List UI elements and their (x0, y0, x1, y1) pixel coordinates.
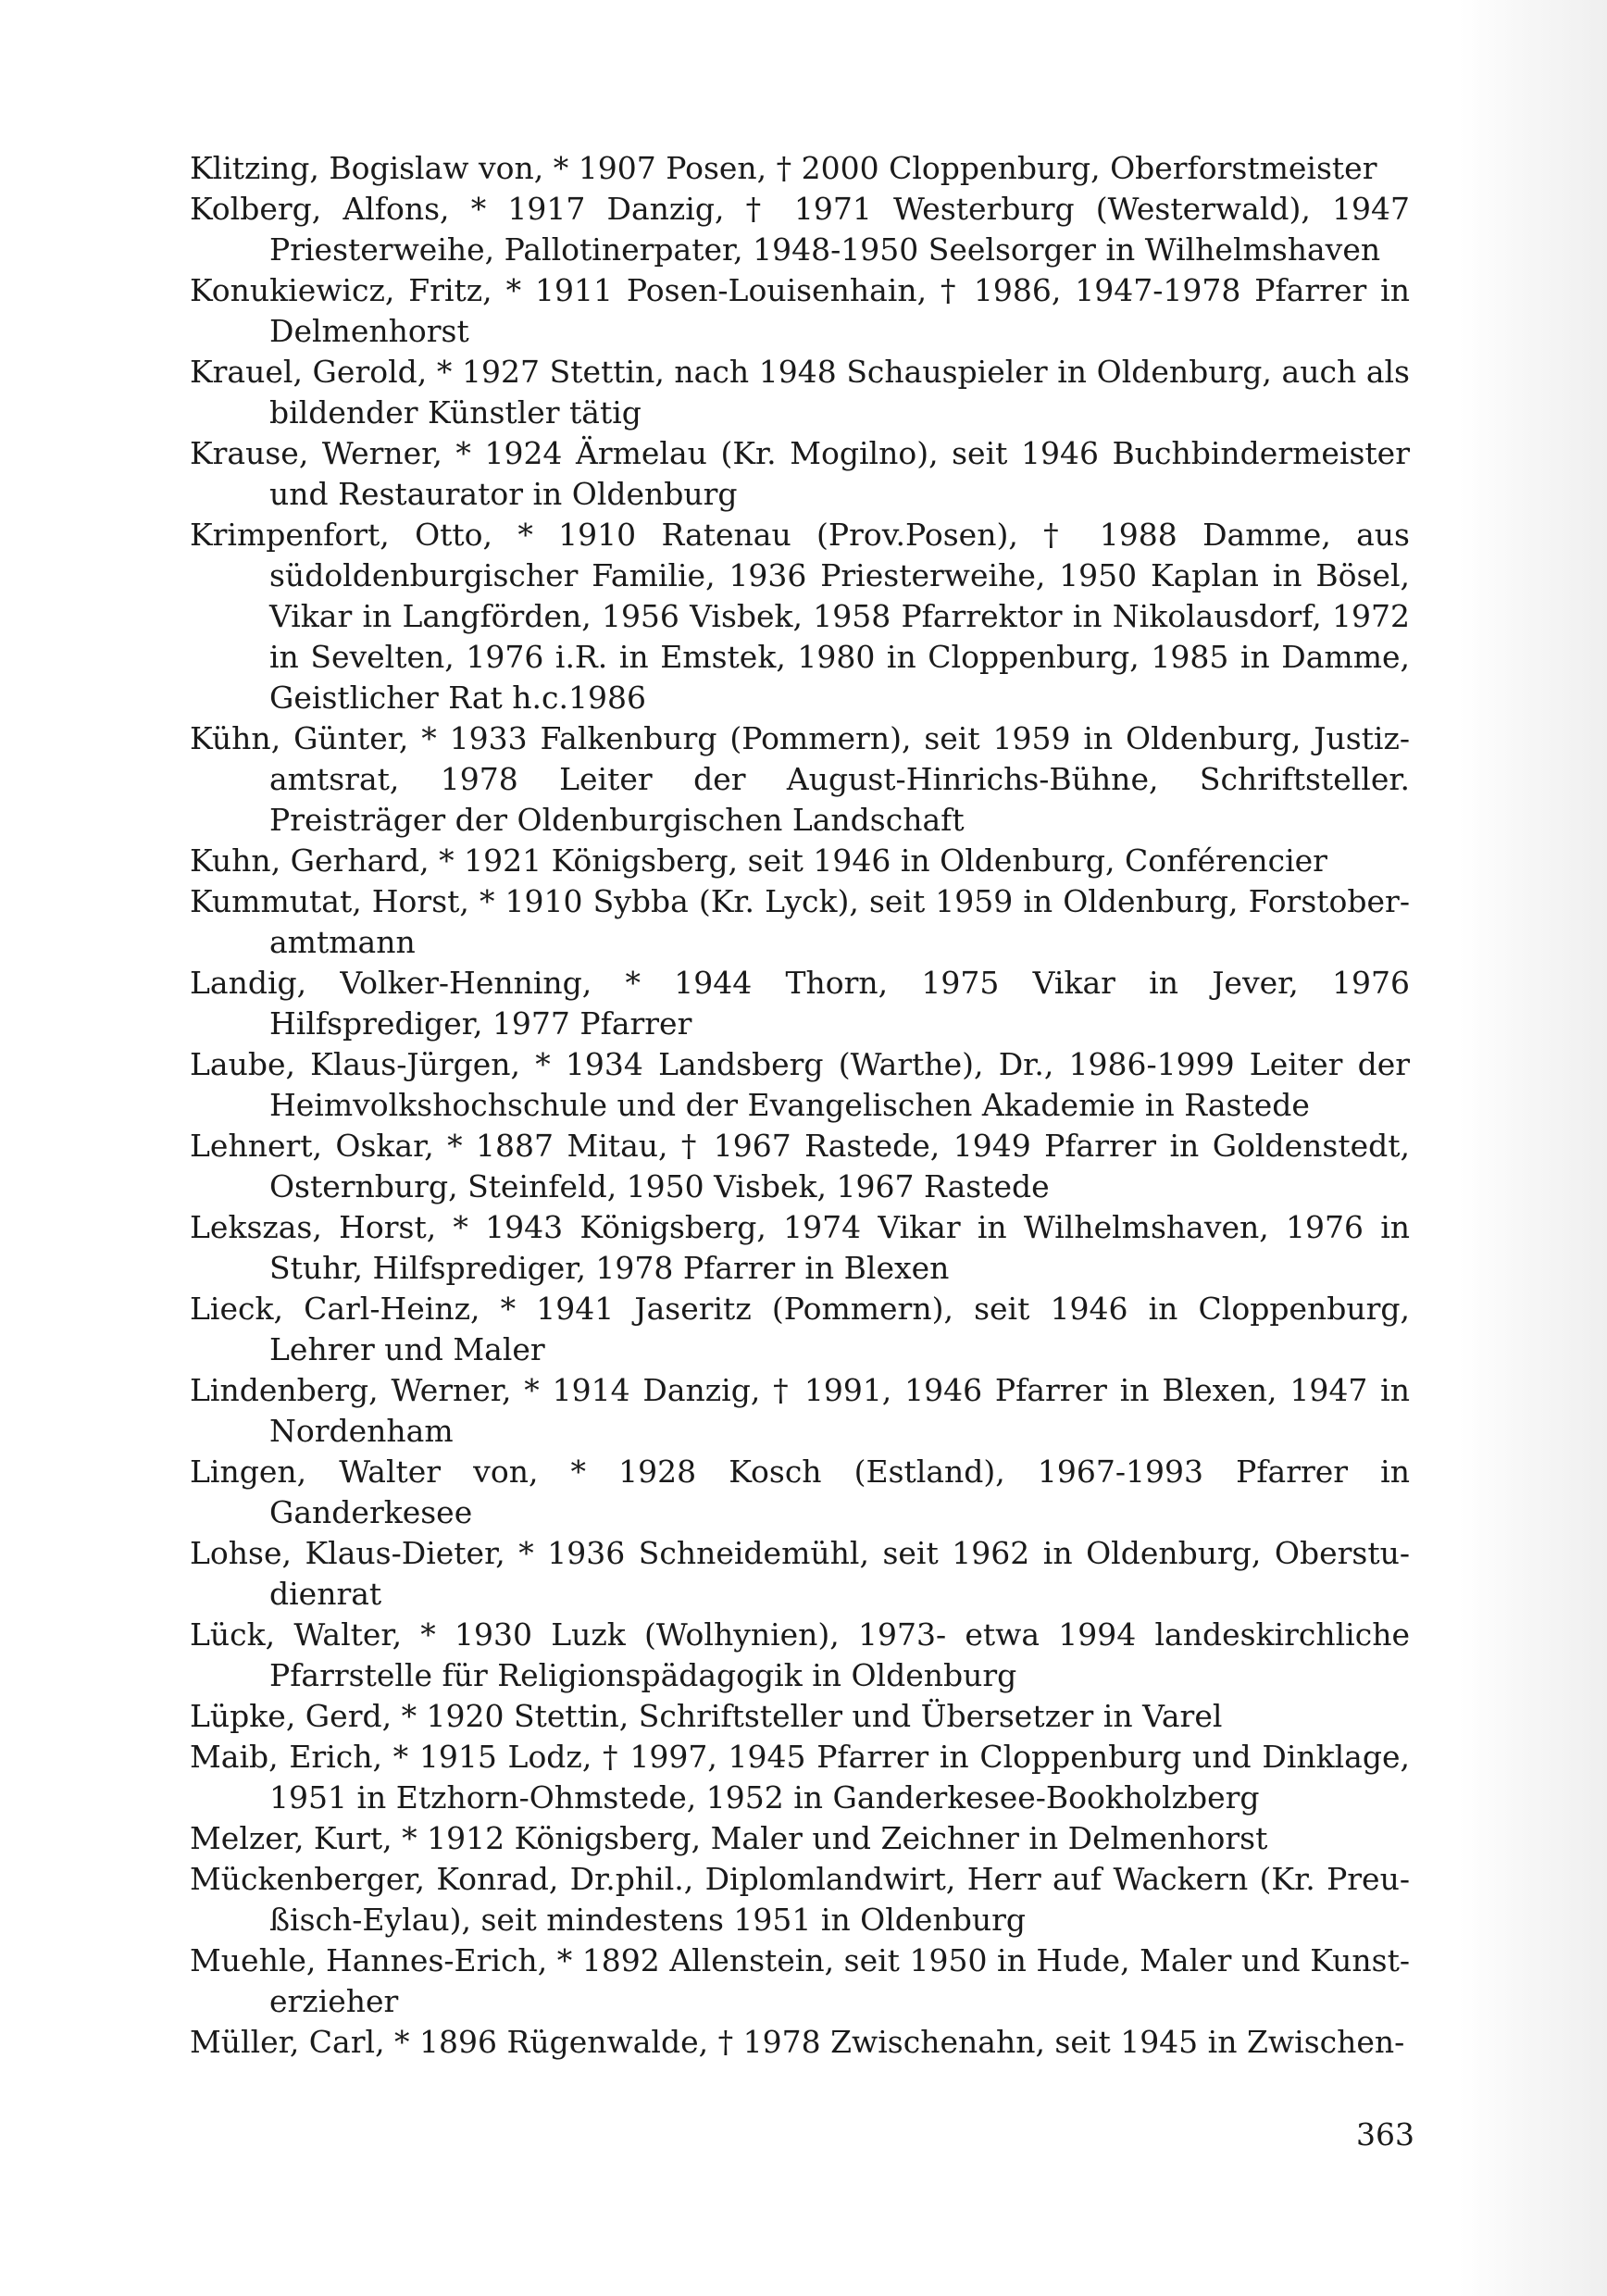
entry-krause: Krause, Werner, * 1924 Ärmelau (Kr. Mogilno), seit 1946 Buchbindermeister und Restaurator in Oldenburg (190, 435, 1410, 512)
entry-lindenberg: Lindenberg, Werner, * 1914 Danzig, † 1991, 1946 Pfarrer in Blexen, 1947 in Nordenham (190, 1372, 1410, 1449)
entry-lieck: Lieck, Carl-Heinz, * 1941 Jaseritz (Pommern), seit 1946 in Cloppenburg, Lehrer und Maler (190, 1291, 1410, 1367)
entry-lekszas: Lekszas, Horst, * 1943 Königsberg, 1974 Vikar in Wilhelmshaven, 1976 in Stuhr, Hilfsprediger, 1978 Pfarrer in Blexen (190, 1209, 1410, 1286)
entry-krimpenfort: Krimpenfort, Otto, * 1910 Ratenau (Prov.Posen), † 1988 Damme, aus südoldenburgischer Familie, 1936 Priesterweihe, 1950 Kaplan in Bösel, Vikar in Langförden, 1956 Visbek, 1958 Pfarrektor in Nikolausdorf, 1972 in Sevelten, 1976 i.R. in Emstek, 1980 in Cloppenburg, 1985 in Damme, Geistlicher Rat h.c.1986 (190, 517, 1410, 716)
entry-lingen: Lingen, Walter von, * 1928 Kosch (Estland), 1967-1993 Pfarrer in Ganderkesee (190, 1454, 1410, 1530)
entry-mueckenberger: Mückenberger, Konrad, Dr.phil., Diplomlandwirt, Herr auf Wackern (Kr. Preußisch-Eylau), seit mindestens 1951 in Oldenburg (190, 1861, 1410, 1938)
entry-mueller: Müller, Carl, * 1896 Rügenwalde, † 1978 Zwischenahn, seit 1945 in Zwischen- (190, 2024, 1405, 2060)
entry-kolberg: Kolberg, Alfons, * 1917 Danzig, † 1971 Westerburg (Westerwald), 1947 Priesterweihe, Pallotinerpater, 1948-1950 Seelsorger in Wilhelmshaven (190, 191, 1410, 268)
page-edge-shadow (1459, 0, 1607, 2296)
entry-maib: Maib, Erich, * 1915 Lodz, † 1997, 1945 Pfarrer in Cloppenburg und Dinklage, 1951 in Etzhorn-Ohmstede, 1952 in Ganderkesee-Bookholzberg (190, 1739, 1410, 1816)
biographical-entries (190, 148, 1410, 2063)
entry-kuehn: Kühn, Günter, * 1933 Falkenburg (Pommern), seit 1959 in Oldenburg, Justizamtsrat, 1978 Leiter der August-Hinrichs-Bühne, Schriftsteller. Preisträger der Oldenburgischen Landschaft (190, 720, 1410, 838)
entry-muehle: Muehle, Hannes-Erich, * 1892 Allenstein, seit 1950 in Hude, Maler und Kunsterzieher (190, 1942, 1410, 2019)
entry-lohse: Lohse, Klaus-Dieter, * 1936 Schneidemühl, seit 1962 in Oldenburg, Oberstudienrat (190, 1535, 1410, 1612)
entry-kuhn: Kuhn, Gerhard, * 1921 Königsberg, seit 1946 in Oldenburg, Conférencier (190, 842, 1327, 879)
entry-lueck: Lück, Walter, * 1930 Luzk (Wolhynien), 1973- etwa 1994 landeskirchliche Pfarrstelle für Religionspädagogik in Oldenburg (190, 1616, 1410, 1693)
entry-luepke: Lüpke, Gerd, * 1920 Stettin, Schriftsteller und Übersetzer in Varel (190, 1698, 1223, 1734)
page-number: 363 (1356, 2116, 1414, 2152)
entry-melzer: Melzer, Kurt, * 1912 Königsberg, Maler und Zeichner in Delmenhorst (190, 1820, 1268, 1856)
entry-laube: Laube, Klaus-Jürgen, * 1934 Landsberg (Warthe), Dr., 1986-1999 Leiter der Heimvolkshochschule und der Evangelischen Akademie in Rastede (190, 1046, 1410, 1123)
entry-lehnert: Lehnert, Oskar, * 1887 Mitau, † 1967 Rastede, 1949 Pfarrer in Goldenstedt, Osternburg, Steinfeld, 1950 Visbek, 1967 Rastede (190, 1128, 1410, 1204)
entry-kummutat: Kummutat, Horst, * 1910 Sybba (Kr. Lyck), seit 1959 in Oldenburg, Forstoberamtmann (190, 883, 1410, 960)
entry-konukiewicz: Konukiewicz, Fritz, * 1911 Posen-Louisenhain, † 1986, 1947-1978 Pfarrer in Delmenhorst (190, 272, 1410, 349)
entry-landig: Landig, Volker-Henning, * 1944 Thorn, 1975 Vikar in Jever, 1976 Hilfsprediger, 1977 Pfarrer (190, 965, 1410, 1042)
entry-klitzing: Klitzing, Bogislaw von, * 1907 Posen, † 2000 Cloppenburg, Oberforstmeister (190, 150, 1377, 186)
entry-krauel: Krauel, Gerold, * 1927 Stettin, nach 1948 Schauspieler in Oldenburg, auch als bildender Künstler tätig (190, 354, 1410, 430)
